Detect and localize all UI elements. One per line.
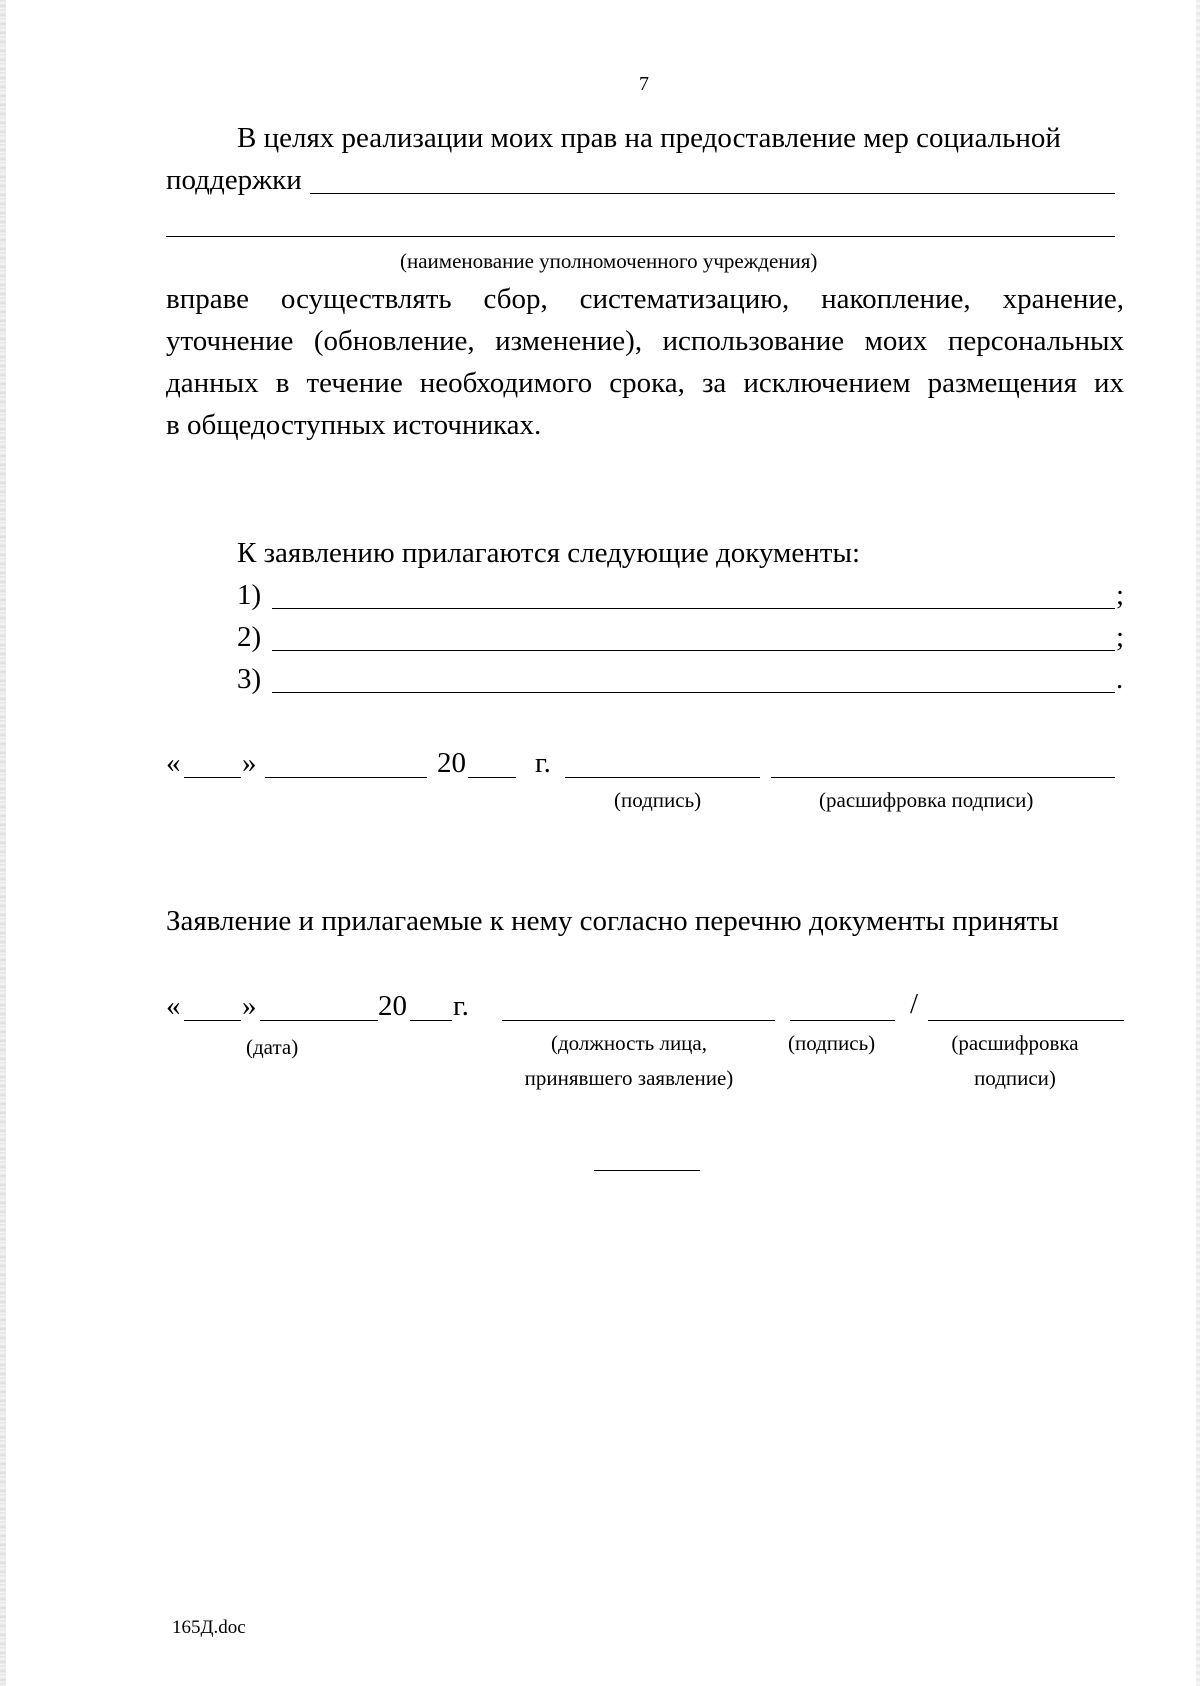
scan-edge-left xyxy=(0,0,6,1686)
acceptance-month-blank xyxy=(260,1020,378,1021)
attachment-blank-2 xyxy=(272,650,1115,651)
consent-body-line-1: вправе осуществлять сбор, систематизацию, накопление, хранение, xyxy=(166,283,1124,315)
attachment-number-3: 3) xyxy=(237,663,262,695)
consent-line-1: В целях реализации моих прав на предоставление мер социальной xyxy=(237,122,1061,154)
scan-edge-right xyxy=(1196,0,1200,1686)
acceptance-year-blank xyxy=(410,1020,452,1021)
acceptance-decoding-blank xyxy=(928,1020,1124,1021)
institution-caption: (наименование уполномоченного учреждения) xyxy=(400,249,818,273)
institution-blank-line-1 xyxy=(310,193,1115,194)
acceptance-decoding-caption-2: подписи) xyxy=(974,1066,1056,1090)
applicant-year-suffix: г. xyxy=(535,747,551,779)
attachment-end-2: ; xyxy=(1116,621,1125,653)
acceptance-position-caption-2: принявшего заявление) xyxy=(524,1066,734,1090)
footer-filename: 165Д.doc xyxy=(172,1617,246,1638)
page-number: 7 xyxy=(639,73,649,95)
acceptance-signature-caption: (подпись) xyxy=(788,1031,876,1055)
acceptance-decoding-caption-1: (расшифровка xyxy=(951,1031,1079,1055)
applicant-date-close-quote: » xyxy=(242,747,257,779)
applicant-month-blank xyxy=(265,777,427,778)
attachment-blank-1 xyxy=(272,608,1115,609)
applicant-signature-blank xyxy=(565,777,760,778)
applicant-decoding-caption: (расшифровка подписи) xyxy=(819,788,1034,812)
acceptance-year-prefix: 20 xyxy=(378,990,407,1022)
acceptance-slash: / xyxy=(910,988,919,1020)
institution-blank-line-2 xyxy=(166,236,1115,237)
attachments-heading: К заявлению прилагаются следующие документы: xyxy=(237,537,861,569)
acceptance-position-blank xyxy=(502,1020,775,1021)
applicant-year-blank xyxy=(468,777,516,778)
applicant-day-blank xyxy=(184,777,241,778)
acceptance-position-caption-1: (должность лица, xyxy=(550,1031,707,1055)
consent-body-line-3: данных в течение необходимого срока, за исключением размещения их xyxy=(166,367,1124,399)
applicant-date-open-quote: « xyxy=(166,747,181,779)
applicant-signature-caption: (подпись) xyxy=(614,788,702,812)
acceptance-heading: Заявление и прилагаемые к нему согласно перечню документы приняты xyxy=(166,905,1059,937)
attachment-number-1: 1) xyxy=(237,579,262,611)
attachment-number-2: 2) xyxy=(237,621,262,653)
acceptance-date-caption: (дата) xyxy=(246,1035,299,1059)
consent-body-line-2: уточнение (обновление, изменение), использование моих персональных xyxy=(166,325,1124,357)
acceptance-signature-blank xyxy=(790,1020,895,1021)
support-label: поддержки xyxy=(166,164,302,196)
attachment-blank-3 xyxy=(272,692,1115,693)
applicant-year-prefix: 20 xyxy=(437,747,466,779)
acceptance-day-blank xyxy=(184,1020,241,1021)
consent-body-line-4: в общедоступных источниках. xyxy=(166,409,542,441)
attachment-end-1: ; xyxy=(1116,579,1125,611)
attachment-end-3: . xyxy=(1116,663,1124,695)
acceptance-date-close-quote: » xyxy=(242,990,257,1022)
acceptance-date-open-quote: « xyxy=(166,990,181,1022)
document-end-separator xyxy=(594,1170,700,1171)
applicant-decoding-blank xyxy=(771,777,1115,778)
acceptance-year-suffix: г. xyxy=(453,990,469,1022)
